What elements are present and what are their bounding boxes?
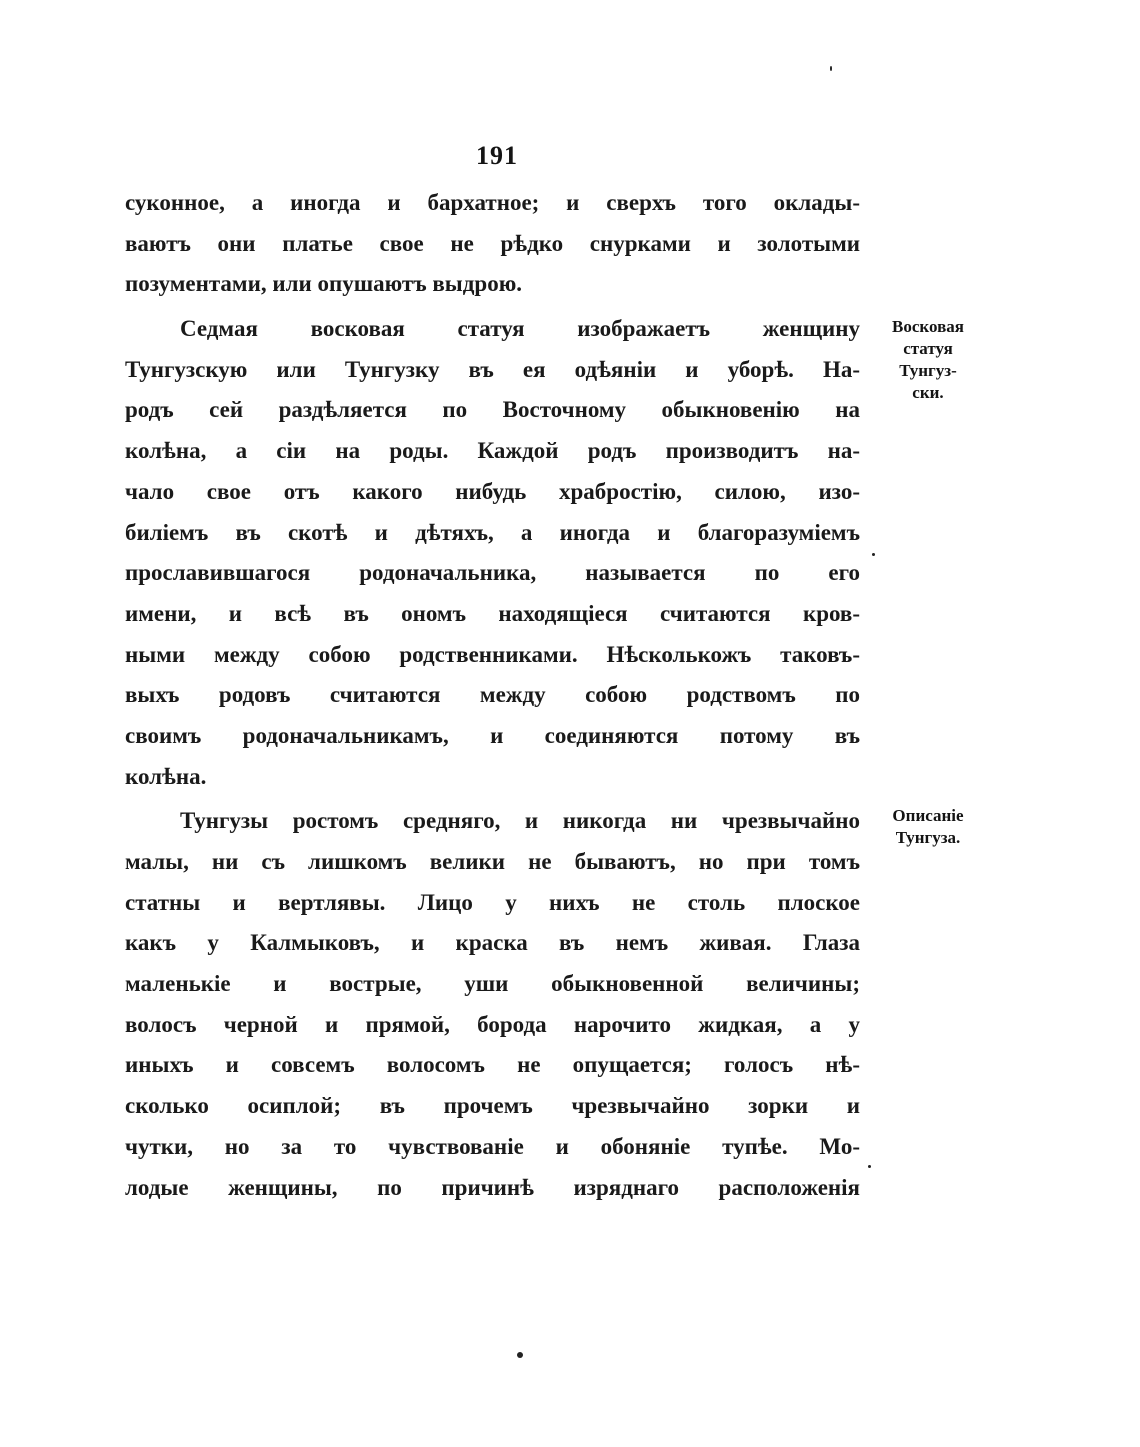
scan-speck bbox=[872, 553, 875, 556]
side-note-line: Тунгуза. bbox=[895, 828, 961, 847]
side-note-line: Тунгуз- bbox=[899, 361, 957, 380]
page-number: 191 bbox=[476, 141, 518, 170]
text-line: колѣна, а сіи на роды. Каждой родъ производитъ на- bbox=[125, 438, 860, 464]
side-note-description bbox=[873, 805, 983, 849]
text-line: иныхъ и совсемъ волосомъ не опущается; голосъ нѣ- bbox=[125, 1052, 860, 1078]
scan-speck bbox=[868, 1165, 871, 1168]
text-line: родъ сей раздѣляется по Восточному обыкновенію на bbox=[125, 397, 860, 423]
text-line: маленькіе и вострые, уши обыкновенной величины; bbox=[125, 971, 860, 997]
text-line: сколько осиплой; въ прочемъ чрезвычайно зорки и bbox=[125, 1093, 860, 1119]
side-note-line: Восковая bbox=[892, 317, 964, 336]
text-line: колѣна. bbox=[125, 763, 207, 789]
text-line: чутки, но за то чувствованіе и обоняніе тупѣе. Мо- bbox=[125, 1133, 860, 1159]
text-line: Тунгузскую или Тунгузку въ ея одѣяніи и уборѣ. На- bbox=[125, 356, 860, 382]
text-line: какъ у Калмыковъ, и краска въ немъ живая. Глаза bbox=[125, 930, 860, 956]
text-line: биліемъ въ скотѣ и дѣтяхъ, а иногда и благоразуміемъ bbox=[125, 519, 860, 545]
side-note-line: статуя bbox=[903, 339, 953, 358]
side-note-line: ски. bbox=[912, 383, 944, 402]
scan-speck bbox=[517, 1352, 523, 1358]
scan-speck bbox=[830, 66, 832, 71]
text-line: позументами, или опушаютъ выдрою. bbox=[125, 271, 523, 297]
text-line: ваютъ они платье свое не рѣдко снурками и золотыми bbox=[125, 230, 860, 256]
text-line: чало свое отъ какого нибудь храбростію, силою, изо- bbox=[125, 478, 860, 504]
text-line: своимъ родоначальникамъ, и соединяются потому въ bbox=[125, 722, 860, 748]
text-line: Седмая восковая статуя изображаетъ женщину bbox=[180, 316, 860, 342]
side-note-wax-statue bbox=[873, 316, 983, 404]
text-line: имени, и всѣ въ ономъ находящіеся считаются кров- bbox=[125, 600, 860, 626]
text-line: волосъ черной и прямой, борода нарочито жидкая, а у bbox=[125, 1011, 860, 1037]
body-text bbox=[125, 183, 860, 1208]
text-line: суконное, а иногда и бархатное; и сверхъ того оклады- bbox=[125, 190, 860, 215]
side-note-line: Описаніе bbox=[892, 806, 964, 825]
text-line: малы, ни съ лишкомъ велики не бываютъ, но при томъ bbox=[125, 849, 860, 874]
text-line: прославившагося родоначальника, называется по его bbox=[125, 560, 860, 586]
text-line: лодые женщины, по причинѣ изряднаго расположенія bbox=[125, 1174, 860, 1200]
text-line: статны и вертлявы. Лицо у нихъ не столь плоское bbox=[125, 889, 860, 915]
text-line: выхъ родовъ считаются между собою родствомъ по bbox=[125, 682, 860, 708]
text-line: Тунгузы ростомъ средняго, и никогда ни чрезвычайно bbox=[180, 808, 860, 834]
text-line: ными между собою родственниками. Нѣсколькожъ таковъ- bbox=[125, 641, 860, 667]
